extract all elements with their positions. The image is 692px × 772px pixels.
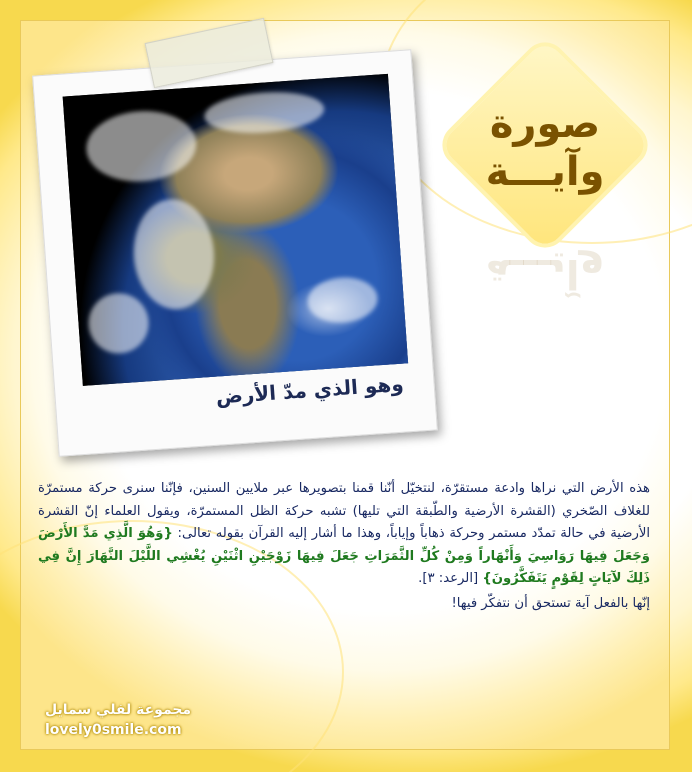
- cloud: [87, 291, 151, 355]
- title-reflection: وآيـــة: [485, 250, 605, 296]
- title-line-2: وآيـــة: [485, 149, 605, 195]
- paragraph-main: هذه الأرض التي نراها وادعة مستقرّة، لنتخيّل أنّنا قمنا بتصويرها عبر ملايين السنين، فإنّنا سنرى حركة مستمرّة للغلاف الصّخري (القشرة الأرضية والطّبقة التي تليها) تشبه حركة الظل المستمرّة، ويقول العلماء إنّ القشرة الأرضية في حالة تمدّد مستمر وحركة ذهاباً وإياباً، وهذا ما أشار إليه القرآن بقوله تعالى:: [38, 481, 651, 541]
- cloud: [84, 108, 199, 186]
- verse-reference: [الرعد: ٣].: [418, 571, 479, 586]
- site-name-latin: lovely0smile.com: [45, 722, 182, 738]
- quran-verse: {وَهُوَ الَّذِي مَدَّ الأَرْضَ وَجَعَلَ فِيهَا رَوَاسِيَ وَأَنْهَاراً وَمِنْ كُلِّ الثَّمَرَاتِ جَعَلَ فِيهَا زَوْجَيْنِ اثْنَيْنِ يُغْشِي اللَّيْلَ النَّهَارَ إِنَّ فِي ذَلِكَ لآيَاتٍ لِقَوْمٍ يَتَفَكَّرُونَ}: [38, 526, 650, 586]
- title-line-1: صورة: [489, 101, 601, 147]
- site-watermark: [45, 700, 191, 740]
- page-title: [455, 100, 635, 196]
- polaroid-photo: [32, 49, 438, 457]
- closing-line: إنّها بالفعل آية تستحق أن نتفكّر فيها!: [451, 595, 650, 611]
- photo-caption: وهو الذي مدّ الأرض: [215, 371, 405, 409]
- cloud: [203, 88, 325, 136]
- cloud: [306, 275, 379, 325]
- article-paragraph: [38, 478, 650, 591]
- cloud: [130, 197, 217, 312]
- earth-image: [63, 74, 408, 386]
- article-body: [38, 478, 650, 615]
- site-name-arabic: مجموعة لفلي سمايل: [45, 702, 192, 718]
